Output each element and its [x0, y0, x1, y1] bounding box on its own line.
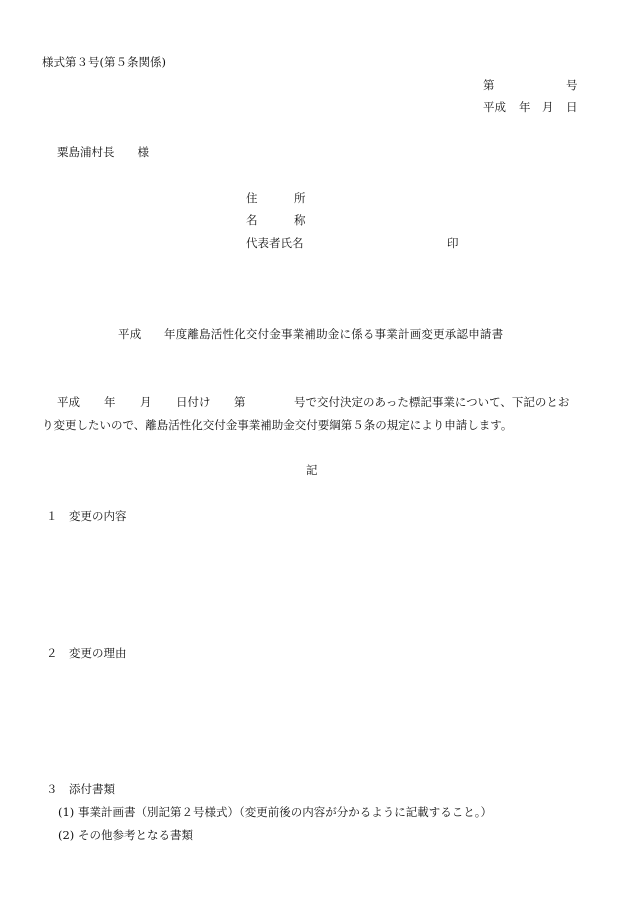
body-no: 第 [234, 395, 246, 409]
body-dated: 日付け [176, 395, 211, 409]
body-era: 平成 [57, 395, 80, 409]
body-year: 年 [104, 395, 116, 409]
section-1-label: 変更の内容 [69, 509, 127, 523]
date-era: 平成 [483, 100, 506, 114]
attachment-item-2: (2) その他参考となる書類 [58, 828, 193, 842]
name-label-char-2: 称 [294, 213, 306, 227]
record-heading: 記 [306, 463, 318, 477]
address-label-char-2: 所 [294, 191, 306, 205]
date-year: 年 [519, 100, 531, 114]
document-number-prefix: 第 [483, 78, 495, 92]
document-number-suffix: 号 [566, 78, 578, 92]
date-month: 月 [542, 100, 554, 114]
section-1-number: １ [46, 509, 58, 523]
body-line1-rest: 号で交付決定のあった標記事業について、下記のとお [294, 395, 570, 409]
attachment-item-1: (1) 事業計画書（別記第２号様式）（変更前後の内容が分かるように記載すること。） [58, 805, 492, 819]
body-month: 月 [140, 395, 152, 409]
body-line2: り変更したいので、離島活性化交付金事業補助金交付要綱第５条の規定により申請します。 [42, 418, 513, 432]
document-title-era: 平成 [118, 327, 142, 341]
section-2-label: 変更の理由 [69, 646, 127, 660]
document-title: 年度離島活性化交付金事業補助金に係る事業計画変更承認申請書 [164, 327, 504, 341]
representative-label: 代表者氏名 [246, 236, 304, 250]
section-3-label: 添付書類 [69, 782, 115, 796]
name-label-char-1: 名 [246, 213, 258, 227]
section-2-number: ２ [46, 646, 58, 660]
date-day: 日 [566, 100, 578, 114]
address-label-char-1: 住 [246, 191, 258, 205]
section-3-number: ３ [46, 782, 58, 796]
addressee: 粟島浦村長 様 [57, 145, 149, 159]
form-number: 様式第３号(第５条関係) [42, 55, 166, 69]
seal-mark: 印 [447, 236, 459, 250]
